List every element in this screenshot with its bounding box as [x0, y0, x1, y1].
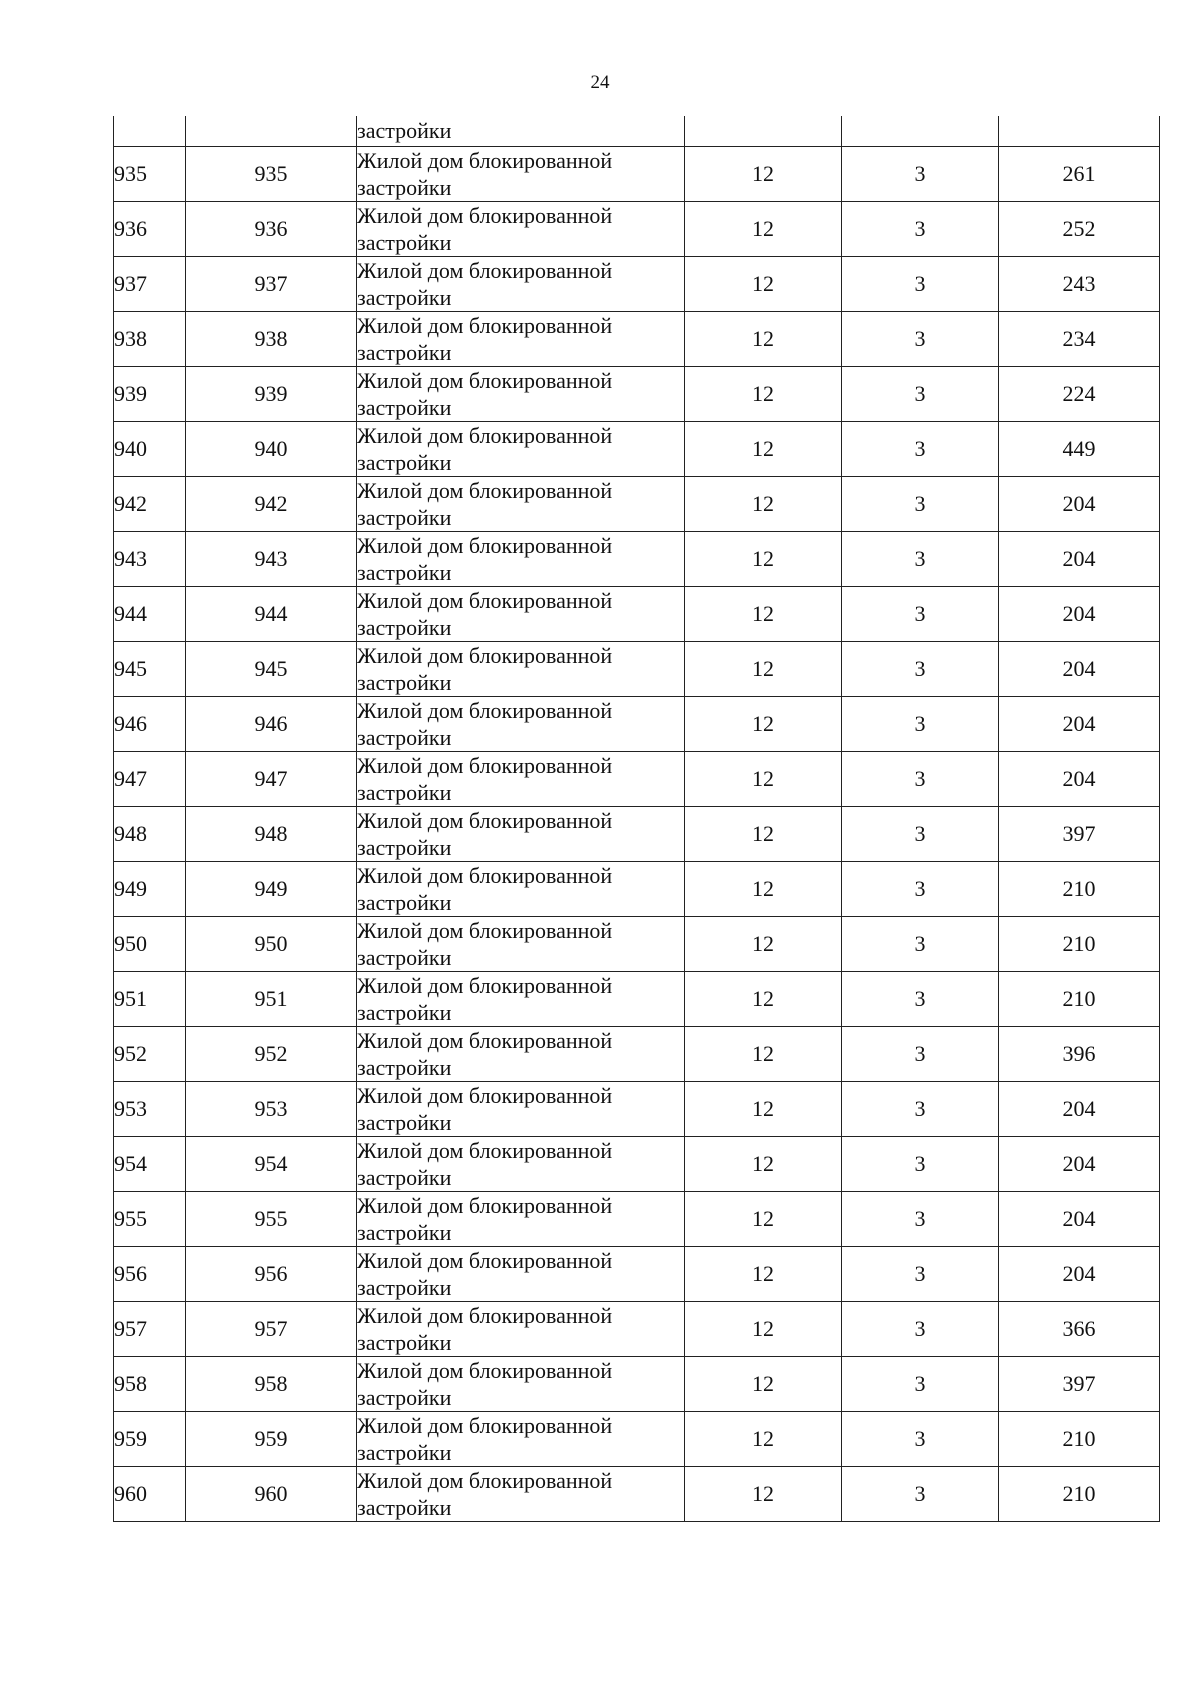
description-text: Жилой дом блокированной застройки: [357, 642, 613, 695]
description-text: Жилой дом блокированной застройки: [357, 1247, 613, 1300]
cell-number: [114, 116, 186, 146]
data-table: [113, 116, 1160, 1522]
cell-number: 949: [114, 861, 186, 916]
table-row: [114, 861, 1160, 916]
cell-col4: 12: [685, 146, 842, 201]
cell-col5: 3: [842, 256, 999, 311]
cell-col5: 3: [842, 916, 999, 971]
table-row-continuation: [114, 116, 1160, 146]
cell-number: 944: [114, 586, 186, 641]
cell-number: 955: [114, 1191, 186, 1246]
cell-col4: 12: [685, 751, 842, 806]
table-row: [114, 751, 1160, 806]
cell-col6: 243: [999, 256, 1160, 311]
cell-col4: 12: [685, 696, 842, 751]
cell-col4: 12: [685, 641, 842, 696]
cell-col5: 3: [842, 1246, 999, 1301]
cell-col6: 210: [999, 1466, 1160, 1521]
cell-number: 936: [114, 201, 186, 256]
cell-id: 953: [186, 1081, 357, 1136]
table-row: [114, 476, 1160, 531]
cell-description: [357, 1136, 685, 1191]
cell-col6: 204: [999, 531, 1160, 586]
cell-number: 960: [114, 1466, 186, 1521]
cell-col6: 204: [999, 641, 1160, 696]
cell-col6: 204: [999, 586, 1160, 641]
cell-id: 960: [186, 1466, 357, 1521]
description-text: Жилой дом блокированной застройки: [357, 147, 613, 200]
cell-col5: 3: [842, 531, 999, 586]
cell-number: 940: [114, 421, 186, 476]
description-text: Жилой дом блокированной застройки: [357, 697, 613, 750]
cell-col4: 12: [685, 1081, 842, 1136]
cell-number: 959: [114, 1411, 186, 1466]
cell-id: [186, 116, 357, 146]
description-text: Жилой дом блокированной застройки: [357, 312, 613, 365]
description-text: Жилой дом блокированной застройки: [357, 972, 613, 1025]
cell-description: [357, 806, 685, 861]
cell-description: [357, 861, 685, 916]
description-text: Жилой дом блокированной застройки: [357, 1082, 613, 1135]
description-text: Жилой дом блокированной застройки: [357, 1137, 613, 1190]
description-text: Жилой дом блокированной застройки: [357, 422, 613, 475]
cell-number: 952: [114, 1026, 186, 1081]
cell-col6: 204: [999, 476, 1160, 531]
cell-col6: 261: [999, 146, 1160, 201]
cell-col5: 3: [842, 861, 999, 916]
cell-id: 948: [186, 806, 357, 861]
cell-number: 954: [114, 1136, 186, 1191]
description-text: Жилой дом блокированной застройки: [357, 862, 613, 915]
cell-number: 951: [114, 971, 186, 1026]
cell-col6: 397: [999, 1356, 1160, 1411]
cell-id: 950: [186, 916, 357, 971]
cell-description: [357, 641, 685, 696]
table-row: [114, 1356, 1160, 1411]
cell-description: [357, 696, 685, 751]
description-text: Жилой дом блокированной застройки: [357, 1302, 613, 1355]
cell-col5: 3: [842, 641, 999, 696]
cell-number: 947: [114, 751, 186, 806]
cell-col6: 366: [999, 1301, 1160, 1356]
cell-col6: 449: [999, 421, 1160, 476]
cell-number: 950: [114, 916, 186, 971]
cell-col4: 12: [685, 916, 842, 971]
table-row: [114, 1411, 1160, 1466]
cell-col6: 252: [999, 201, 1160, 256]
cell-col6: 210: [999, 916, 1160, 971]
cell-col6: 210: [999, 971, 1160, 1026]
cell-col5: 3: [842, 476, 999, 531]
table-row: [114, 696, 1160, 751]
cell-col5: 3: [842, 1466, 999, 1521]
cell-number: 948: [114, 806, 186, 861]
table-row: [114, 1301, 1160, 1356]
cell-col4: 12: [685, 1301, 842, 1356]
description-text: Жилой дом блокированной застройки: [357, 752, 613, 805]
cell-id: 943: [186, 531, 357, 586]
table-row: [114, 421, 1160, 476]
table-row: [114, 311, 1160, 366]
cell-col5: 3: [842, 586, 999, 641]
cell-col6: 234: [999, 311, 1160, 366]
cell-number: 937: [114, 256, 186, 311]
cell-number: 939: [114, 366, 186, 421]
table-row: [114, 1191, 1160, 1246]
cell-description: [357, 201, 685, 256]
cell-number: 953: [114, 1081, 186, 1136]
cell-id: 935: [186, 146, 357, 201]
cell-col4: 12: [685, 531, 842, 586]
cell-col4: 12: [685, 971, 842, 1026]
cell-col5: 3: [842, 806, 999, 861]
cell-col4: 12: [685, 806, 842, 861]
cell-description: [357, 146, 685, 201]
cell-col5: 3: [842, 751, 999, 806]
cell-description: [357, 1356, 685, 1411]
cell-col4: 12: [685, 1136, 842, 1191]
cell-col4: 12: [685, 586, 842, 641]
table-row: [114, 806, 1160, 861]
table-row: [114, 1246, 1160, 1301]
cell-number: 958: [114, 1356, 186, 1411]
cell-col6: 204: [999, 1191, 1160, 1246]
table-row: [114, 641, 1160, 696]
cell-col5: 3: [842, 146, 999, 201]
table-row: [114, 916, 1160, 971]
cell-col4: 12: [685, 1026, 842, 1081]
cell-col6: 204: [999, 751, 1160, 806]
table-row: [114, 366, 1160, 421]
table-row: [114, 256, 1160, 311]
cell-col6: 204: [999, 1246, 1160, 1301]
cell-col4: [685, 116, 842, 146]
cell-id: 947: [186, 751, 357, 806]
cell-description: [357, 1191, 685, 1246]
cell-id: 955: [186, 1191, 357, 1246]
cell-id: 936: [186, 201, 357, 256]
cell-col4: 12: [685, 861, 842, 916]
cell-number: 942: [114, 476, 186, 531]
cell-col4: 12: [685, 366, 842, 421]
cell-col6: 224: [999, 366, 1160, 421]
cell-id: 944: [186, 586, 357, 641]
cell-col6: 396: [999, 1026, 1160, 1081]
cell-col4: 12: [685, 1356, 842, 1411]
description-text: Жилой дом блокированной застройки: [357, 917, 613, 970]
cell-id: 940: [186, 421, 357, 476]
table-row: [114, 201, 1160, 256]
table-row: [114, 1466, 1160, 1521]
description-text: Жилой дом блокированной застройки: [357, 587, 613, 640]
cell-col6: 210: [999, 1411, 1160, 1466]
description-text: Жилой дом блокированной застройки: [357, 257, 613, 310]
cell-col6: 204: [999, 1136, 1160, 1191]
cell-col5: 3: [842, 1411, 999, 1466]
cell-number: 945: [114, 641, 186, 696]
cell-col5: 3: [842, 971, 999, 1026]
cell-col4: 12: [685, 1466, 842, 1521]
cell-description: [357, 1411, 685, 1466]
cell-id: 958: [186, 1356, 357, 1411]
cell-id: 949: [186, 861, 357, 916]
cell-col6: [999, 116, 1160, 146]
cell-id: 938: [186, 311, 357, 366]
cell-number: 956: [114, 1246, 186, 1301]
cell-col4: 12: [685, 311, 842, 366]
cell-description: [357, 531, 685, 586]
cell-col4: 12: [685, 1246, 842, 1301]
cell-description: [357, 311, 685, 366]
cell-col4: 12: [685, 201, 842, 256]
cell-col6: 204: [999, 1081, 1160, 1136]
cell-description: [357, 476, 685, 531]
cell-description: [357, 586, 685, 641]
cell-col4: 12: [685, 1191, 842, 1246]
cell-id: 939: [186, 366, 357, 421]
cell-col6: 204: [999, 696, 1160, 751]
cell-id: 937: [186, 256, 357, 311]
cell-description: [357, 1466, 685, 1521]
cell-id: 951: [186, 971, 357, 1026]
cell-description: [357, 1026, 685, 1081]
table-body: [114, 116, 1160, 1521]
cell-number: 943: [114, 531, 186, 586]
cell-description: [357, 1246, 685, 1301]
description-text: Жилой дом блокированной застройки: [357, 477, 613, 530]
cell-description: [357, 1081, 685, 1136]
cell-col5: 3: [842, 696, 999, 751]
cell-col5: 3: [842, 1081, 999, 1136]
description-text: Жилой дом блокированной застройки: [357, 1027, 613, 1080]
description-text: Жилой дом блокированной застройки: [357, 1357, 613, 1410]
table-row: [114, 1081, 1160, 1136]
table-row: [114, 146, 1160, 201]
cell-id: 952: [186, 1026, 357, 1081]
cell-description: [357, 916, 685, 971]
cell-id: 946: [186, 696, 357, 751]
table-row: [114, 531, 1160, 586]
description-text: Жилой дом блокированной застройки: [357, 807, 613, 860]
description-text: Жилой дом блокированной застройки: [357, 1467, 613, 1520]
cell-id: 945: [186, 641, 357, 696]
cell-col5: 3: [842, 201, 999, 256]
cell-description: [357, 366, 685, 421]
description-text: Жилой дом блокированной застройки: [357, 202, 613, 255]
cell-col5: 3: [842, 421, 999, 476]
cell-col5: 3: [842, 1356, 999, 1411]
cell-description: застройки: [357, 116, 685, 146]
cell-id: 959: [186, 1411, 357, 1466]
cell-col5: 3: [842, 311, 999, 366]
description-text: Жилой дом блокированной застройки: [357, 1412, 613, 1465]
table-row: [114, 971, 1160, 1026]
table-row: [114, 1136, 1160, 1191]
cell-description: [357, 1301, 685, 1356]
cell-id: 954: [186, 1136, 357, 1191]
table-row: [114, 586, 1160, 641]
cell-description: [357, 421, 685, 476]
cell-col5: 3: [842, 366, 999, 421]
cell-id: 942: [186, 476, 357, 531]
cell-col4: 12: [685, 256, 842, 311]
description-text: Жилой дом блокированной застройки: [357, 1192, 613, 1245]
page-number: 24: [590, 72, 610, 93]
cell-col5: 3: [842, 1301, 999, 1356]
cell-id: 956: [186, 1246, 357, 1301]
cell-number: 938: [114, 311, 186, 366]
cell-description: [357, 971, 685, 1026]
description-text: Жилой дом блокированной застройки: [357, 367, 613, 420]
description-text: Жилой дом блокированной застройки: [357, 532, 613, 585]
cell-description: [357, 256, 685, 311]
cell-col4: 12: [685, 476, 842, 531]
cell-number: 957: [114, 1301, 186, 1356]
cell-col5: 3: [842, 1136, 999, 1191]
table-row: [114, 1026, 1160, 1081]
cell-col6: 397: [999, 806, 1160, 861]
cell-number: 935: [114, 146, 186, 201]
cell-col5: 3: [842, 1026, 999, 1081]
cell-col5: 3: [842, 1191, 999, 1246]
cell-col4: 12: [685, 1411, 842, 1466]
cell-id: 957: [186, 1301, 357, 1356]
cell-col6: 210: [999, 861, 1160, 916]
cell-col4: 12: [685, 421, 842, 476]
cell-number: 946: [114, 696, 186, 751]
cell-col5: [842, 116, 999, 146]
cell-description: [357, 751, 685, 806]
